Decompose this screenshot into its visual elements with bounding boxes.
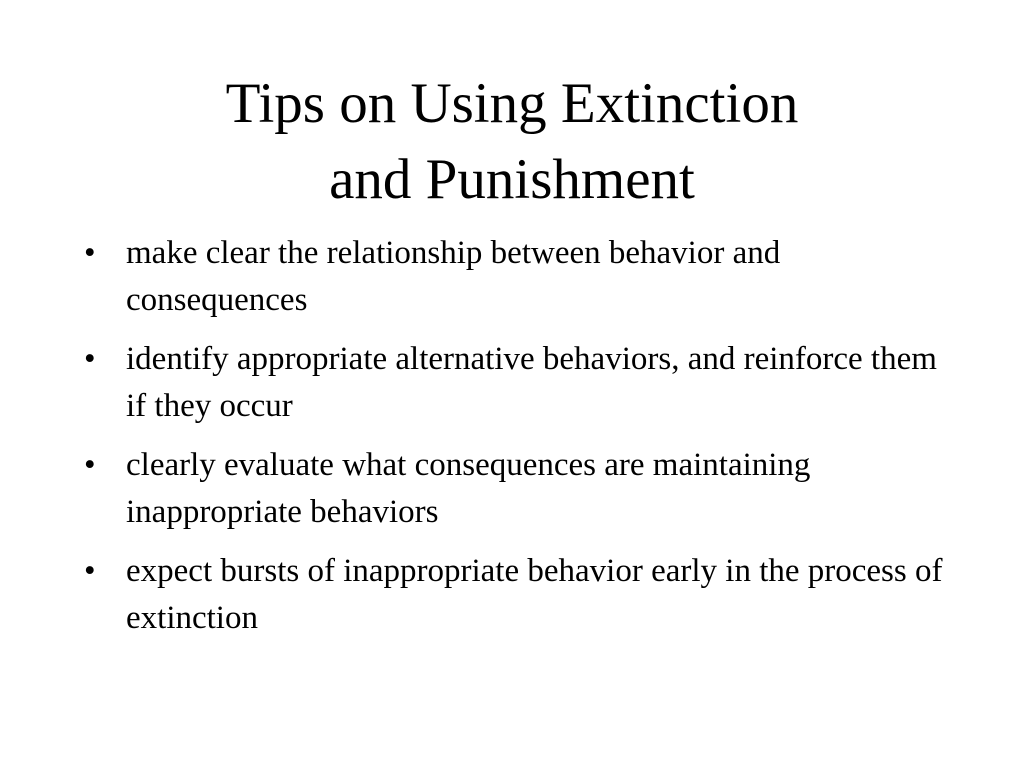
bullet-icon: • bbox=[84, 447, 96, 483]
title-line-1: Tips on Using Extinction bbox=[225, 72, 799, 135]
bullet-item bbox=[84, 230, 944, 324]
bullet-icon: • bbox=[84, 235, 96, 271]
bullet-text: clearly evaluate what consequences are maintaining inappropriate behaviors bbox=[126, 447, 811, 530]
title-line-2: and Punishment bbox=[329, 148, 695, 211]
bullet-item bbox=[84, 336, 944, 430]
bullet-item bbox=[84, 548, 944, 642]
bullet-text: expect bursts of inappropriate behavior early in the process of extinction bbox=[126, 553, 943, 636]
bullet-list bbox=[84, 230, 944, 654]
bullet-icon: • bbox=[84, 341, 96, 377]
slide-title bbox=[0, 66, 1024, 218]
bullet-text: identify appropriate alternative behaviors, and reinforce them if they occur bbox=[126, 341, 937, 424]
bullet-icon: • bbox=[84, 553, 96, 589]
bullet-item bbox=[84, 442, 944, 536]
bullet-text: make clear the relationship between behavior and consequences bbox=[126, 235, 781, 318]
